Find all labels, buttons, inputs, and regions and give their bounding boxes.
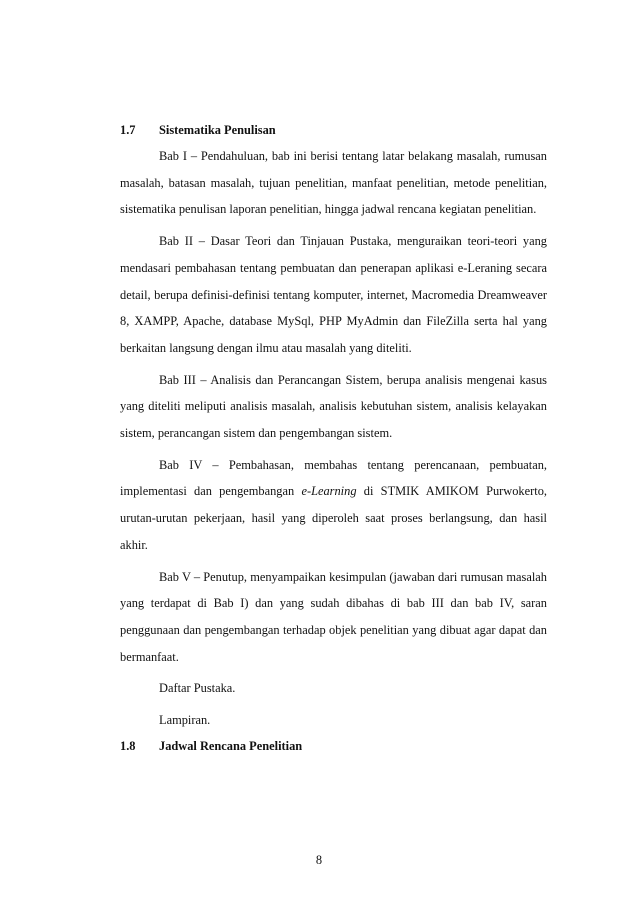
section-heading-1-7 [120, 122, 547, 138]
section-number: 1.7 [120, 123, 136, 137]
paragraph-bab-5: Bab V – Penutup, menyampaikan kesimpulan (jawaban dari rumusan masalah yang terdapat di Bab I) dan yang sudah dibahas di bab III dan bab IV, saran penggunaan dan pengembangan terhadap objek penelitian yang dibuat agar dapat dan bermanfaat. [120, 569, 547, 664]
paragraph-bab-3: Bab III – Analisis dan Perancangan Sistem, berupa analisis mengenai kasus yang diteliti meliputi analisis masalah, analisis kebutuhan sistem, analisis kelayakan sistem, perancangan sistem dan pengembangan sistem. [120, 372, 547, 441]
paragraph-bab-2: Bab II – Dasar Teori dan Tinjauan Pustaka, menguraikan teori-teori yang mendasari pembahasan tentang pembuatan dan penerapan aplikasi e-Leraning secara detail, berupa definisi-definisi tentang komputer, internet, Macromedia Dreamweaver 8, XAMPP, Apache, database MySql, PHP MyAdmin dan FileZilla serta hal yang berkaitan langsung dengan ilmu atau masalah yang diteliti. [120, 234, 547, 355]
section-title: Jadwal Rencana Penelitian [159, 738, 303, 753]
body-text [120, 122, 547, 754]
bab4-text-before: Bab IV – Pembahasan, membahas tentang perencanaan, pembuatan, implementasi dan pengembangan [120, 457, 547, 499]
page-number: 8 [315, 853, 323, 867]
paragraph-lampiran: Lampiran. [159, 713, 211, 728]
elearning-emphasis: e-Learning [301, 484, 357, 499]
paragraph-daftar-pustaka: Daftar Pustaka. [159, 681, 236, 696]
paragraph-bab-1: Bab I – Pendahuluan, bab ini berisi tentang latar belakang masalah, rumusan masalah, batasan masalah, tujuan penelitian, manfaat penelitian, metode penelitian, sistematika penulisan laporan penelitian, hingga jadwal rencana kegiatan penelitian. [120, 149, 547, 217]
section-heading-1-8 [120, 738, 547, 754]
section-number: 1.8 [120, 738, 136, 753]
section-title: Sistematika Penulisan [159, 123, 276, 137]
bab4-text-after: di STMIK AMIKOM Purwokerto, urutan-urutan pekerjaan, hasil yang diperoleh saat proses berlangsung, dan hasil akhir. [120, 484, 547, 552]
paragraph-bab-4 [120, 452, 547, 559]
